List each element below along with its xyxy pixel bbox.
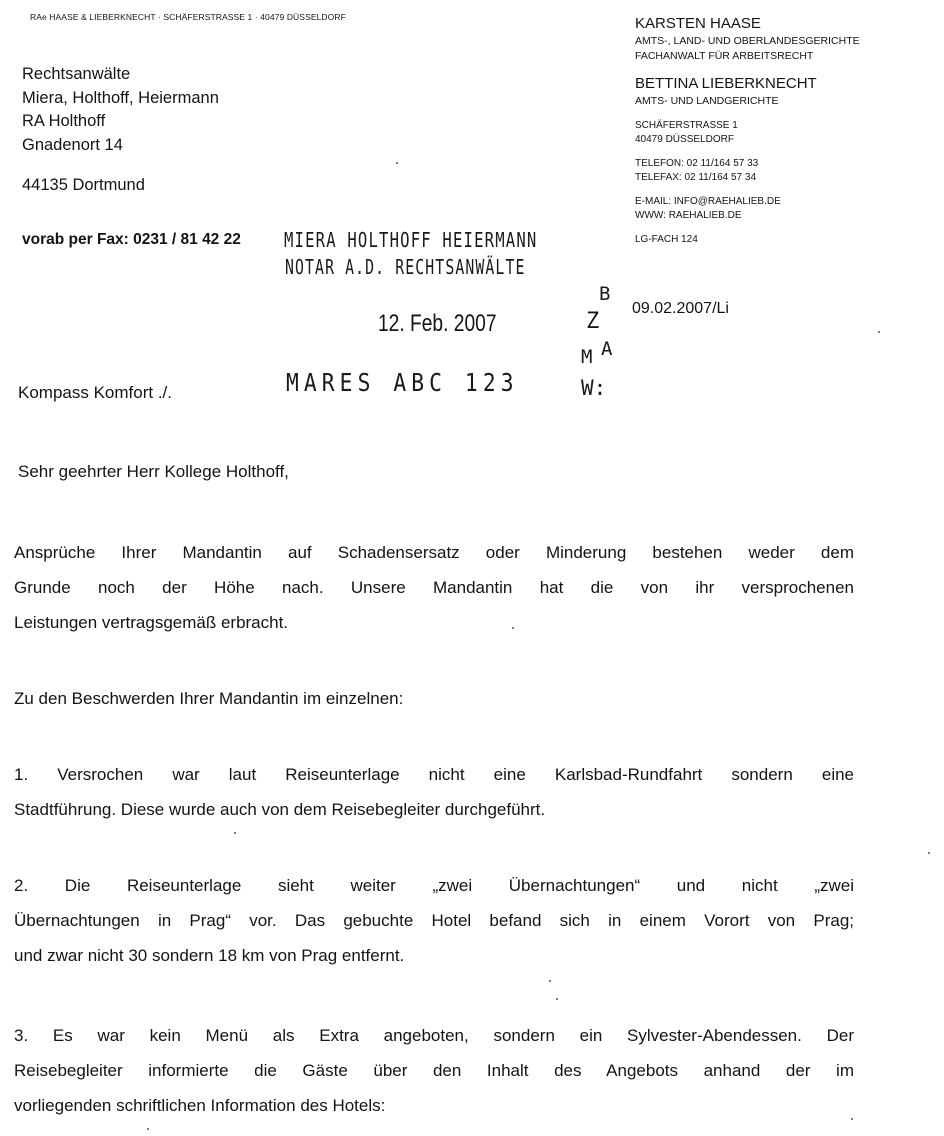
paragraph-point-2 bbox=[14, 868, 854, 973]
recipient-line-1: Rechtsanwälte bbox=[22, 65, 131, 83]
recipient-address bbox=[22, 63, 219, 157]
fax-notice: vorab per Fax: 0231 / 81 42 22 bbox=[22, 231, 241, 248]
scan-speck bbox=[851, 1118, 853, 1120]
scan-speck bbox=[928, 852, 930, 854]
paragraph-line: 1. Versrochen war laut Reiseunterlage nicht eine Karlsbad-Rundfahrt sondern eine bbox=[14, 765, 854, 784]
paragraph-intro-complaints bbox=[14, 681, 854, 716]
stamp-mark-b: B bbox=[599, 283, 611, 305]
lawyer-1-credentials: AMTS-, LAND- UND OBERLANDESGERICHTE bbox=[635, 35, 860, 47]
scan-speck bbox=[396, 162, 398, 164]
stamp-mark-z: Z bbox=[586, 309, 600, 334]
paragraph-line: vorliegenden schriftlichen Information des Hotels: bbox=[14, 1096, 386, 1115]
stamp-firm-subtitle: NOTAR A.D. RECHTSANWÄLTE bbox=[285, 255, 526, 279]
recipient-line-4: Gnadenort 14 bbox=[22, 135, 123, 154]
paragraph-point-3 bbox=[14, 1018, 854, 1123]
scan-speck bbox=[147, 1128, 149, 1130]
scan-speck bbox=[234, 832, 236, 834]
paragraph-line: Leistungen vertragsgemäß erbracht. bbox=[14, 613, 289, 632]
paragraph-line: und zwar nicht 30 sondern 18 km von Prag entfernt. bbox=[14, 946, 405, 965]
paragraph-line: 2. Die Reiseunterlage sieht weiter „zwei Übernachtungen“ und nicht „zwei bbox=[14, 876, 854, 895]
letterhead-phone: TELEFON: 02 11/164 57 33 bbox=[635, 158, 759, 169]
recipient-city: 44135 Dortmund bbox=[22, 176, 145, 194]
stamp-reference: MARES ABC 123 bbox=[286, 368, 519, 397]
recipient-line-2: Miera, Holthoff, Heiermann bbox=[22, 88, 219, 107]
sender-return-line: RAe HAASE & LIEBERKNECHT · SCHÄFERSTRASSE 1 · 40479 DÜSSELDORF bbox=[30, 12, 346, 22]
letterhead-city: 40479 DÜSSELDORF bbox=[635, 134, 734, 145]
letter-salutation: Sehr geehrter Herr Kollege Holthoff, bbox=[18, 462, 289, 481]
scan-speck bbox=[878, 331, 880, 333]
scan-speck bbox=[556, 998, 558, 1000]
paragraph-line: Reisebegleiter informierte die Gäste über den Inhalt des Angebots anhand der im bbox=[14, 1061, 854, 1080]
letter-date-reference: 09.02.2007/Li bbox=[632, 300, 729, 317]
lawyer-2-credentials: AMTS- UND LANDGERICHTE bbox=[635, 95, 779, 107]
lawyer-1-specialty: FACHANWALT FÜR ARBEITSRECHT bbox=[635, 50, 814, 62]
letterhead-street: SCHÄFERSTRASSE 1 bbox=[635, 120, 738, 131]
lawyer-1-name: KARSTEN HAASE bbox=[635, 15, 761, 32]
paragraph-line: Grunde noch der Höhe nach. Unsere Mandantin hat die von ihr versprochenen bbox=[14, 578, 854, 597]
paragraph-line: Stadtführung. Diese wurde auch von dem Reisebegleiter durchgeführt. bbox=[14, 800, 546, 819]
recipient-line-3: RA Holthoff bbox=[22, 112, 106, 130]
letterhead-fax: TELEFAX: 02 11/164 57 34 bbox=[635, 172, 757, 183]
letterhead-email: E-MAIL: INFO@RAEHALIEB.DE bbox=[635, 196, 781, 207]
stamp-mark-a: A bbox=[601, 338, 613, 360]
stamp-received-date: 12. Feb. 2007 bbox=[378, 310, 497, 337]
lawyer-2-name: BETTINA LIEBERKNECHT bbox=[635, 75, 817, 92]
scan-speck bbox=[549, 980, 551, 982]
paragraph-point-1 bbox=[14, 757, 854, 827]
stamp-mark-w: W: bbox=[581, 376, 607, 400]
letter-subject: Kompass Komfort ./. bbox=[18, 383, 172, 402]
letterhead-lg-fach: LG-FACH 124 bbox=[635, 234, 698, 245]
paragraph-line: Zu den Beschwerden Ihrer Mandantin im einzelnen: bbox=[14, 689, 404, 708]
stamp-mark-m: M bbox=[581, 346, 593, 368]
letterhead-website: WWW: RAEHALIEB.DE bbox=[635, 210, 742, 221]
scan-speck bbox=[512, 627, 514, 629]
paragraph-line: 3. Es war kein Menü als Extra angeboten, sondern ein Sylvester-Abendessen. Der bbox=[14, 1026, 854, 1045]
paragraph-line: Übernachtungen in Prag“ vor. Das gebuchte Hotel befand sich in einem Vorort von Prag; bbox=[14, 911, 854, 930]
paragraph-line: Ansprüche Ihrer Mandantin auf Schadensersatz oder Minderung bestehen weder dem bbox=[14, 543, 854, 562]
paragraph-claims-rejected bbox=[14, 535, 854, 640]
stamp-firm-name: MIERA HOLTHOFF HEIERMANN bbox=[284, 228, 538, 252]
letterhead bbox=[635, 14, 860, 247]
